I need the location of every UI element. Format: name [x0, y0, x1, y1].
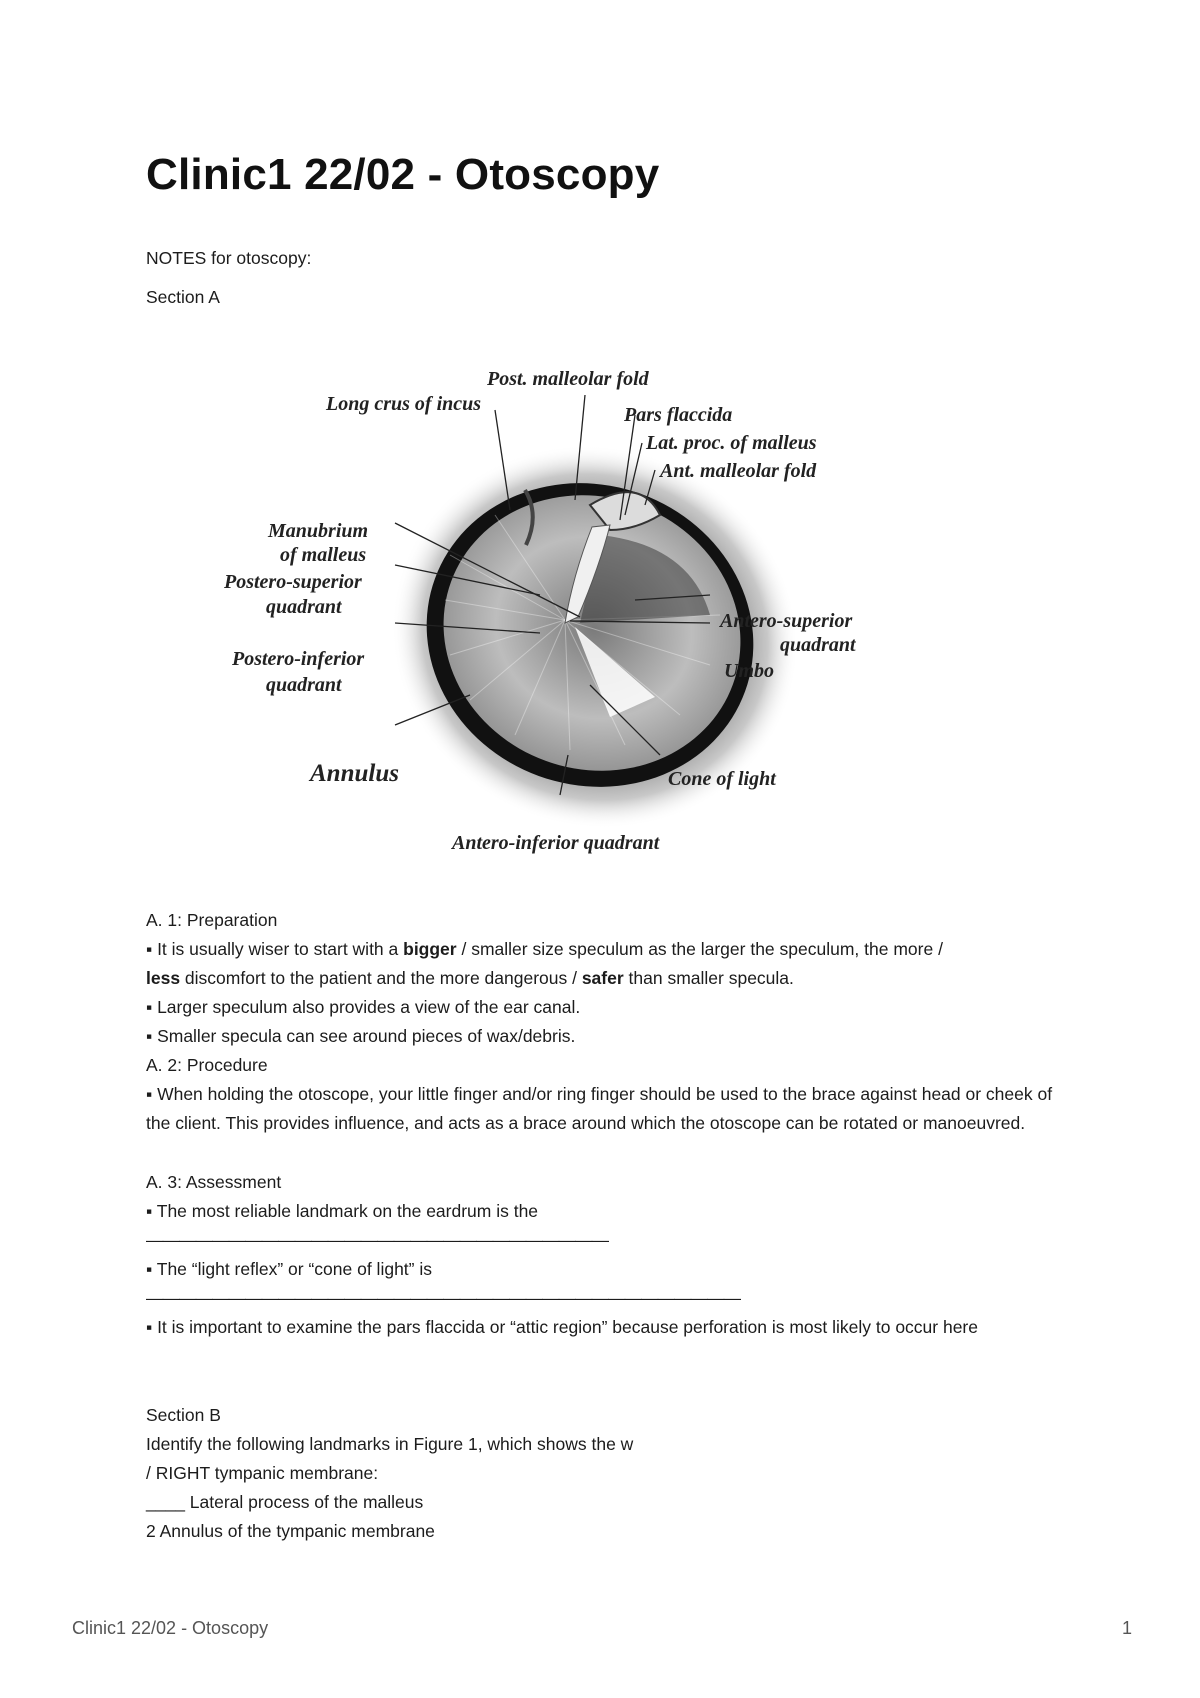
label-postero-superior-1: Postero-superior [224, 571, 362, 593]
section-b-line-2: / RIGHT tympanic membrane: [146, 1463, 379, 1483]
label-postero-inferior-2: quadrant [266, 674, 342, 696]
notes-heading: NOTES for otoscopy: [146, 248, 312, 268]
a1-bullet-ear-canal: ▪ Larger speculum also provides a view of the ear canal. [146, 997, 581, 1017]
a3-blank-landmark: ———————————————————————————— [146, 1230, 608, 1250]
a1-bullet-wax: ▪ Smaller specula can see around pieces of wax/debris. [146, 1026, 576, 1046]
label-lat-proc-of-malleus: Lat. proc. of malleus [646, 432, 817, 454]
page-title: Clinic1 22/02 - Otoscopy [146, 150, 660, 199]
section-b-heading: Section B [146, 1405, 221, 1425]
section-a-heading: Section A [146, 287, 220, 307]
a3-bullet-light-reflex: ▪ The “light reflex” or “cone of light” is [146, 1259, 432, 1279]
label-cone-of-light: Cone of light [668, 768, 776, 790]
footer-page-number: 1 [1121, 1618, 1132, 1638]
section-b-line-4: 2 Annulus of the tympanic membrane [146, 1521, 435, 1541]
label-ant-malleolar-fold: Ant. malleolar fold [660, 460, 817, 482]
label-antero-superior-2: quadrant [780, 634, 856, 656]
a2-bullet-brace: ▪ When holding the otoscope, your little finger and/or ring finger should be used to the brace against head or cheek of the client. This provides influence, and acts as a brace around which the otoscope can be rotated or manoeuvred. [146, 1084, 1053, 1133]
label-annulus: Annulus [310, 760, 399, 787]
label-umbo: Umbo [724, 660, 774, 682]
section-b-line-1: Identify the following landmarks in Figure 1, which shows the w [146, 1434, 634, 1454]
a3-bullet-pars-flaccida: ▪ It is important to examine the pars flaccida or “attic region” because perforation is most likely to occur here [146, 1317, 978, 1337]
label-long-crus-of-incus: Long crus of incus [326, 393, 482, 415]
label-postero-inferior-1: Postero-inferior [232, 648, 365, 670]
a1-heading: A. 1: Preparation [146, 910, 278, 930]
a1-bullet-speculum-size: ▪ It is usually wiser to start with a bigger / smaller size speculum as the larger the speculum, the more / less discomfort to the patient and the more dangerous / safer than smaller specula. [146, 939, 943, 988]
a3-blank-light-reflex: ———————————————————————————————————— [146, 1288, 740, 1308]
a3-heading: A. 3: Assessment [146, 1172, 282, 1192]
footer-title: Clinic1 22/02 - Otoscopy [72, 1618, 269, 1638]
label-post-malleolar-fold: Post. malleolar fold [487, 368, 649, 390]
label-manubrium-1: Manubrium [268, 520, 369, 542]
a2-heading: A. 2: Procedure [146, 1055, 268, 1075]
label-antero-inferior-quadrant: Antero-inferior quadrant [452, 832, 660, 854]
section-b-line-3: ____ Lateral process of the malleus [146, 1492, 424, 1512]
tympanic-membrane-figure [224, 355, 980, 885]
a3-bullet-landmark: ▪ The most reliable landmark on the eardrum is the [146, 1201, 539, 1221]
label-manubrium-2: of malleus [280, 544, 367, 566]
label-postero-superior-2: quadrant [266, 596, 342, 618]
label-antero-superior-1: Antero-superior [720, 610, 853, 632]
label-pars-flaccida: Pars flaccida [624, 404, 733, 426]
